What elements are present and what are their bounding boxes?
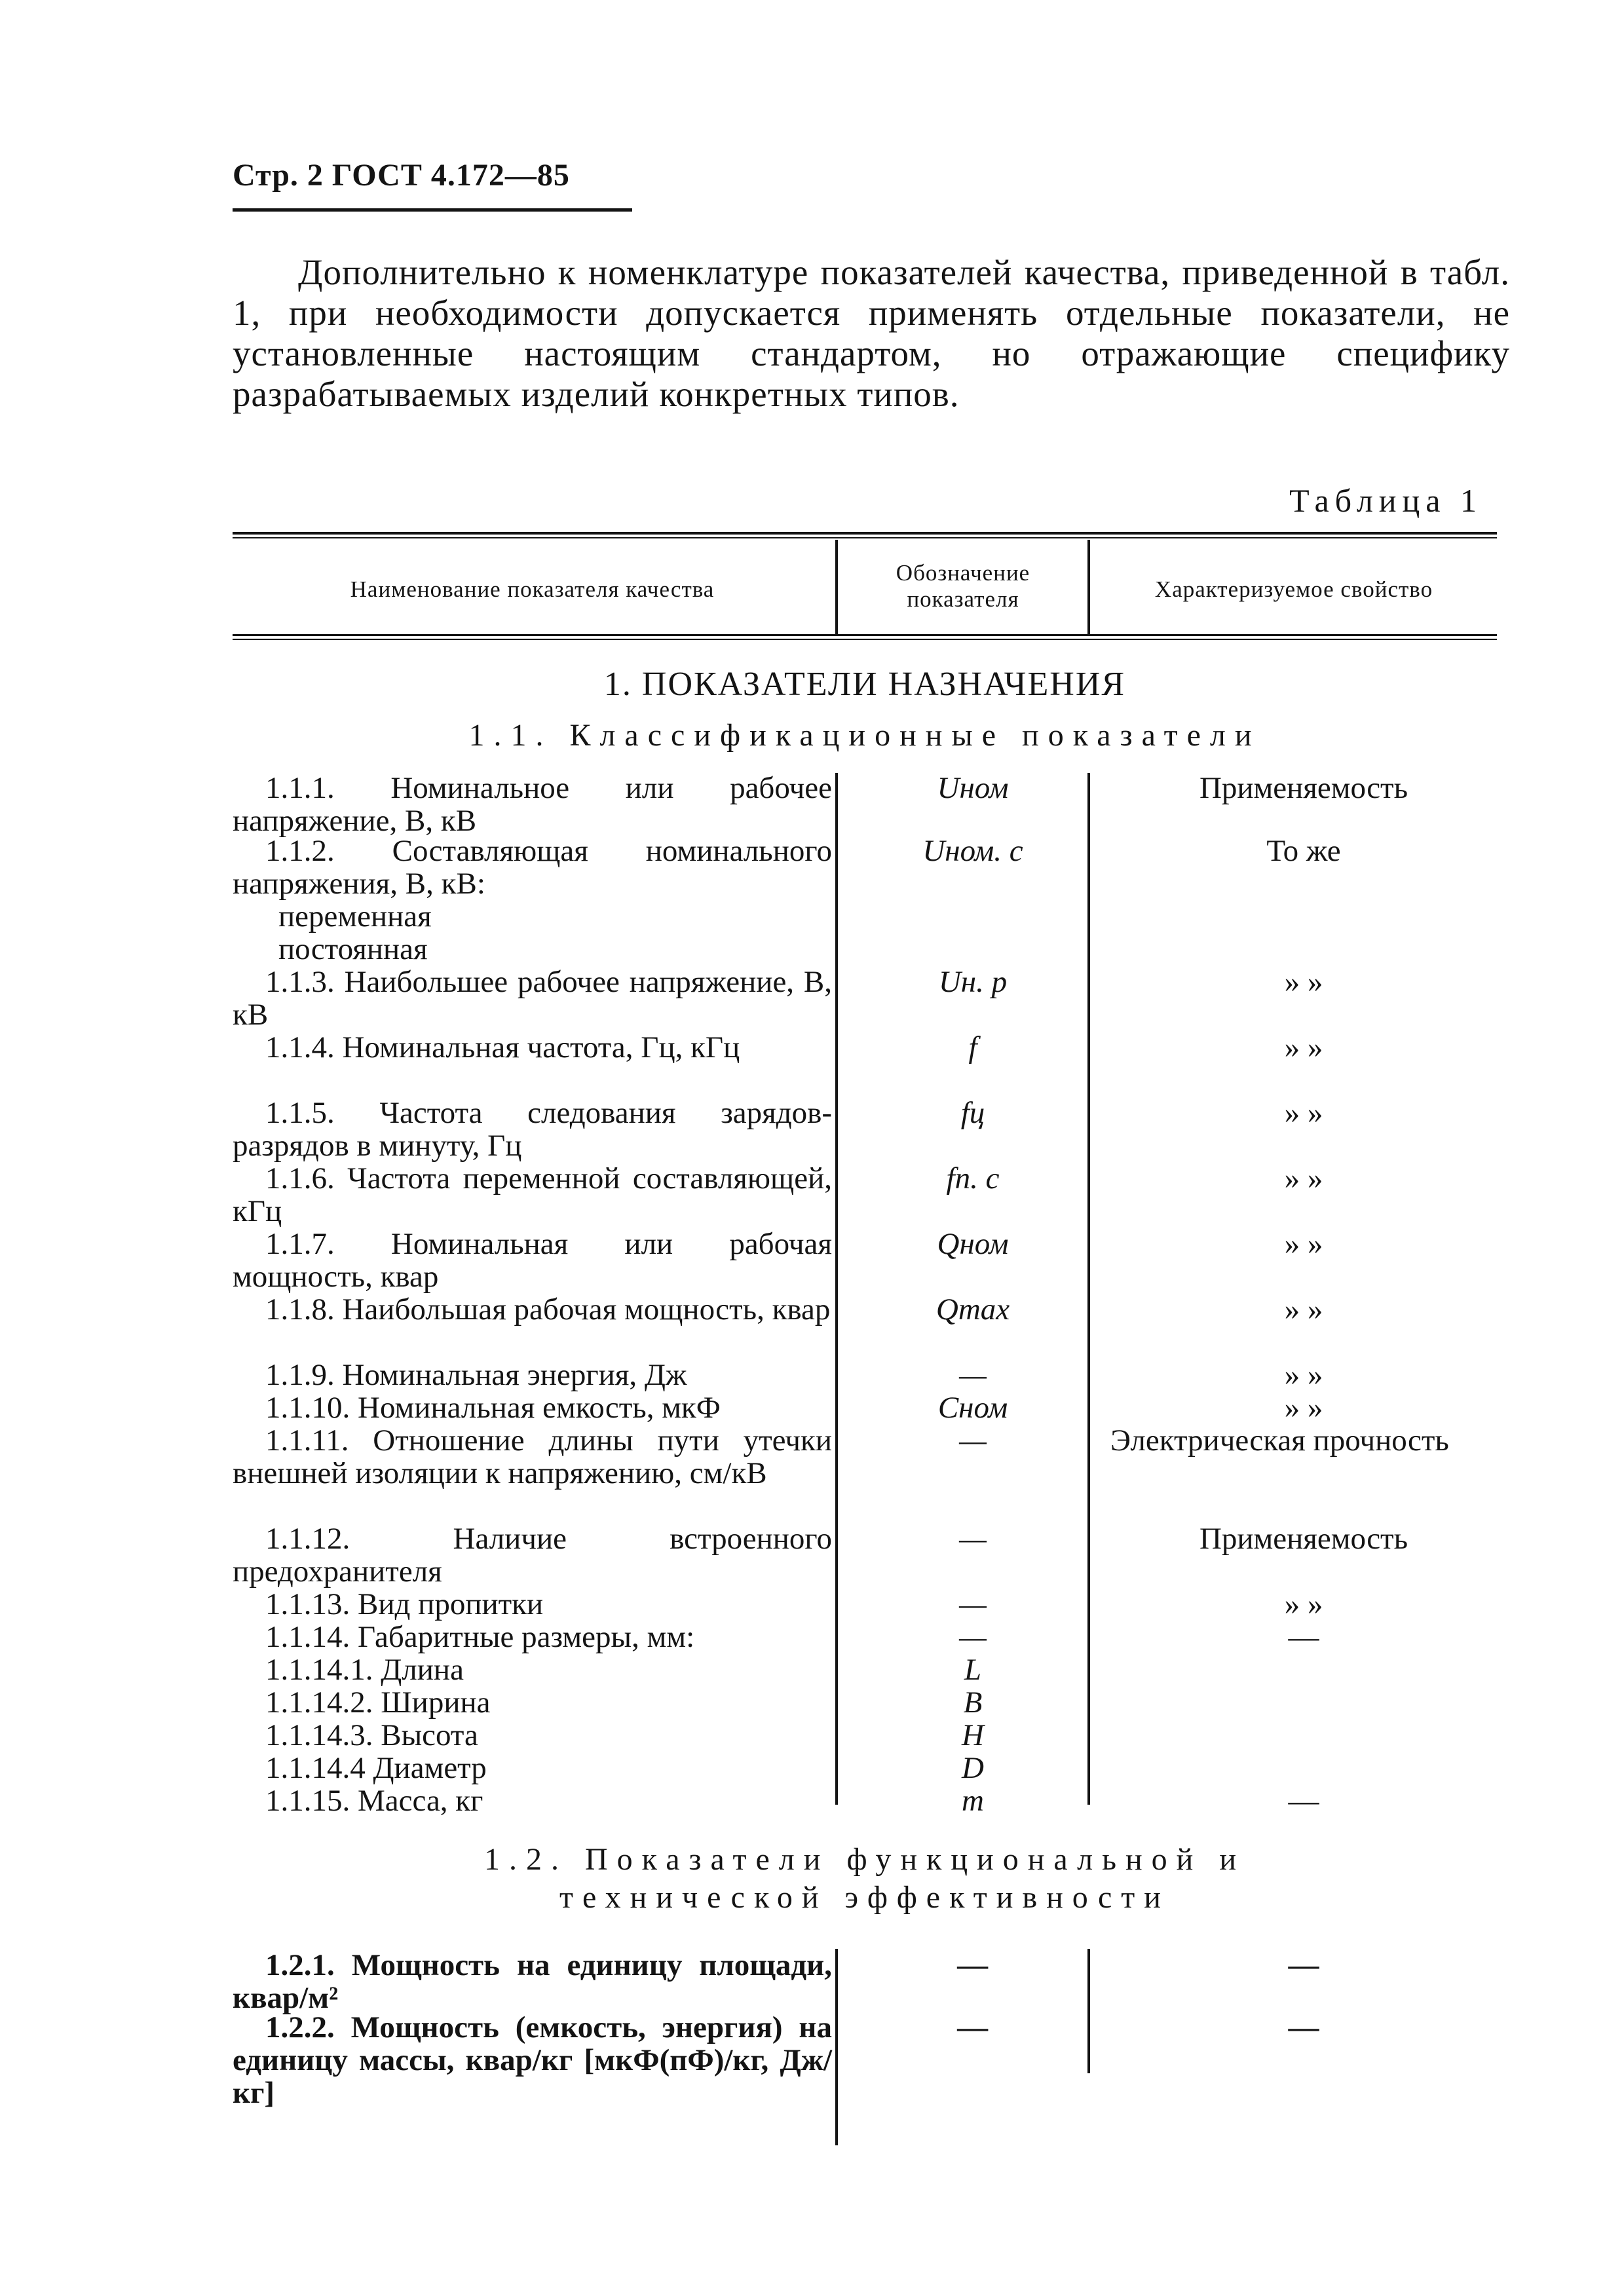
intro-paragraph: Дополнительно к номенклатуре показателей качества, приведенной в табл. 1, при необходимости допускается применять отдельные показатели, не установленные настоящим стандартом, но отражающие специфику разрабатываемых изделий конкретных типов. xyxy=(233,252,1510,414)
table-top-rule xyxy=(233,532,1497,535)
subsection-title-1-1: 1.1. Классификационные показатели xyxy=(468,718,1261,753)
column-header-property: Характеризуемое свойство xyxy=(1154,576,1433,602)
table-header-bottom-rule xyxy=(233,634,1497,636)
section-title-1: 1. ПОКАЗАТЕЛИ НАЗНАЧЕНИЯ xyxy=(603,666,1126,703)
table-caption: Таблица 1 xyxy=(1289,482,1482,519)
header-divider-1 xyxy=(835,540,838,635)
body-divider-1 xyxy=(835,773,838,1805)
column-header-name: Наименование показателя качества xyxy=(350,576,715,602)
header-divider-2 xyxy=(1087,540,1090,635)
table-top-rule-2 xyxy=(233,537,1497,538)
table-header-bottom-rule-2 xyxy=(233,639,1497,640)
page-header: Стр. 2 ГОСТ 4.172—85 xyxy=(233,158,570,193)
header-rule xyxy=(233,208,632,212)
body-divider-3 xyxy=(835,1949,838,2145)
subsection-title-1-2: 1.2. Показатели функциональной и технической эффективности xyxy=(483,1842,1246,1915)
column-header-symbol: Обозначение показателя xyxy=(896,560,1030,612)
